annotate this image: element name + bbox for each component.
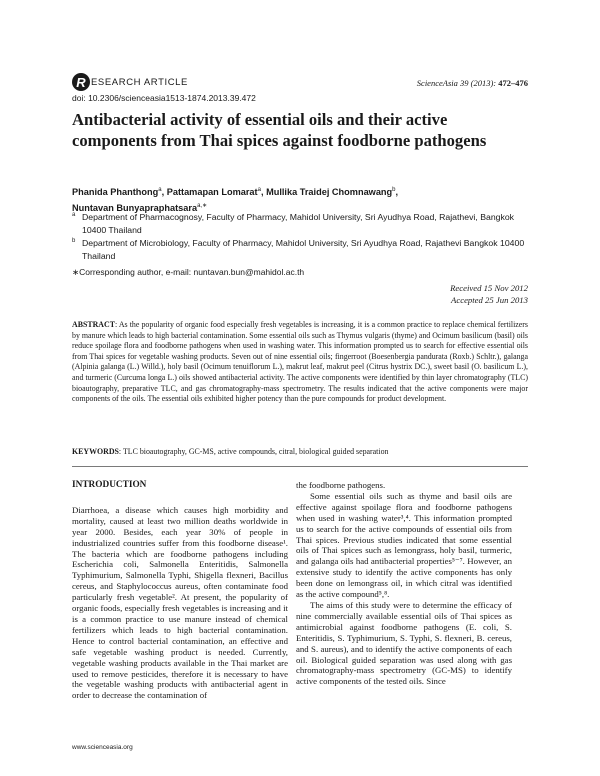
- keywords-label: KEYWORDS: [72, 447, 119, 456]
- research-r-icon: R: [72, 73, 90, 91]
- journal-reference: [417, 78, 528, 88]
- section-divider: [72, 466, 528, 467]
- journal-volume: 39 (2013):: [457, 78, 499, 88]
- keywords: [72, 447, 528, 456]
- author-name: Pattamapan Lomarat: [166, 187, 258, 198]
- accepted-date: Accepted 25 Jun 2013: [451, 295, 528, 305]
- journal-logo: [72, 73, 188, 91]
- introduction-heading: INTRODUCTION: [72, 480, 147, 490]
- header: [72, 73, 528, 93]
- doi[interactable]: doi: 10.2306/scienceasia1513-1874.2013.39.472: [72, 93, 256, 103]
- affiliation-text: Department of Pharmacognosy, Faculty of Pharmacy, Mahidol University, Sri Ayudhya Road, Rajathevi, Bangkok 10400 Thailand: [82, 212, 515, 235]
- author-affil-mark: a: [257, 187, 261, 193]
- right-column: [296, 480, 512, 687]
- body-paragraph: Diarrhoea, a disease which causes high morbidity and mortality, caused at least two million deaths worldwide in year 2000. Besides, each year 30% of people in industrialized countries suffer from this foodborne disease¹. The bacteria which are foodborne pathogens including Escherichia coli, Salmonella Enteritidis, Salmonella Typhimurium, Salmonella Typhi, Shigella flexneri, Bacillus cereus, and Staphylococcus aureus, often contaminate food particularly fresh vegetable². At present, the popularity of organic foods, especially fresh vegetables is increasing and it is a common practice to use manure instead of chemical fertilizers which leads to high bacterial contamination. Hence to control bacterial contamination, an effective and safe vegetable washing product is needed. Currently, vegetable washing products available in the Thai market are used to remove pesticides, therefore it is necessary to have the vegetable washing products with antibacterial agent in order to decrease the contamination of: [72, 504, 288, 701]
- body-paragraph: The aims of this study were to determine the efficacy of nine commercially available essential oils of Thai spices as antimicrobial against foodborne pathogens (E. coli, S. Enteritidis, S. Typhimurium, S. Typhi, S. flexneri, B. cereus, and S. aureus), and to identify the active components of each oil. Biological guided separation was used along with gas chromatography-mass spectrometry (GC-MS) to identify active components of the tested oils. Since: [296, 599, 512, 687]
- author-affil-mark: a: [158, 187, 162, 193]
- footer-url[interactable]: www.scienceasia.org: [72, 744, 133, 751]
- affiliation-b: [72, 237, 528, 262]
- abstract: [72, 320, 528, 405]
- author-name: Phanida Phanthong: [72, 187, 159, 198]
- author-name: Nuntavan Bunyapraphatsara: [72, 203, 198, 214]
- journal-name: ScienceAsia: [416, 78, 458, 88]
- article-title: Antibacterial activity of essential oils and their active components from Thai spices against foodborne pathogens: [72, 110, 487, 150]
- article-dates: [450, 282, 528, 306]
- journal-pages: 472–476: [498, 78, 528, 88]
- author-affil-mark: b: [392, 187, 396, 193]
- body-paragraph: Some essential oils such as thyme and basil oils are effective against spoilage flora and foodborne pathogens when used in washing water³,⁴. This information prompted us to search for the active compounds of essential oils from Thai spices. Previous studies indicated that some essential oils of Thai spices such as lemongrass, holy basil, turmeric, and galanga oils had antibacterial properties⁵⁻⁷. However, an extensive study to identify the active components has only been done on lemongrass oil, in which citral was identified as the active compound⁵,⁸.: [296, 490, 512, 600]
- author-list: Phanida Phanthong$^a$, Pattamapan Lomarat$^a$, Mullika Traidej Chomnawang$^b$, Nuntavan Bunyapraphatsara$^{a,∗}$: [72, 187, 399, 214]
- body-paragraph: the foodborne pathogens.: [296, 480, 386, 490]
- corresponding-author: ∗Corresponding author, e-mail: nuntavan.bun@mahidol.ac.th: [72, 267, 305, 277]
- article-type-label: ESEARCH ARTICLE: [91, 76, 188, 88]
- affiliation-mark: b: [72, 238, 76, 244]
- abstract-text: : As the popularity of organic food especially fresh vegetables is increasing, it is a common practice to replace chemical fertilizers by manure which leads to high bacterial contamination. Some essential oils such as Thymus vulgaris (thyme) and Ocimum basilicum (basil) oils reduce spoilage flora and foodborne pathogens when used in washing water. This information prompted us to search for effective essential oils from Thai spices for vegetable washing products. Seven out of nine essential oils; fingerroot (Boesenbergia pandurata (Roxb.) Schltr.), galanga (Alpinia galanga (L.) Willd.), holy basil (Ocimum tenuiflorum L.), makrut leaf, makrut peel (Citrus hystrix DC.), sweet basil (O. basilicum L.), and turmeric (Curcuma longa L.) oils showed antibacterial activity. The active components were identified by thin layer chromatography (TLC) bioautography, preparative TLC, and gas chromatography-mass spectrometry. The results indicated that the active components were major components of the oils. The essential oils exhibited higher potency than the pure compounds for product development.: [72, 320, 528, 404]
- keywords-text: : TLC bioautography, GC-MS, active compounds, citral, biological guided separation: [118, 447, 389, 456]
- received-date: Received 15 Nov 2012: [450, 283, 528, 293]
- author-name: Mullika Traidej Chomnawang: [266, 187, 393, 198]
- abstract-label: ABSTRACT: [72, 320, 115, 329]
- affiliation-a: [72, 211, 528, 236]
- left-column: [72, 480, 288, 701]
- author-affil-mark: a,∗: [197, 203, 208, 210]
- affiliation-mark: a: [72, 212, 76, 218]
- affiliation-text: Department of Microbiology, Faculty of Pharmacy, Mahidol University, Sri Ayudhya Road, Rajathevi Bangkok 10400 Thailand: [82, 238, 525, 261]
